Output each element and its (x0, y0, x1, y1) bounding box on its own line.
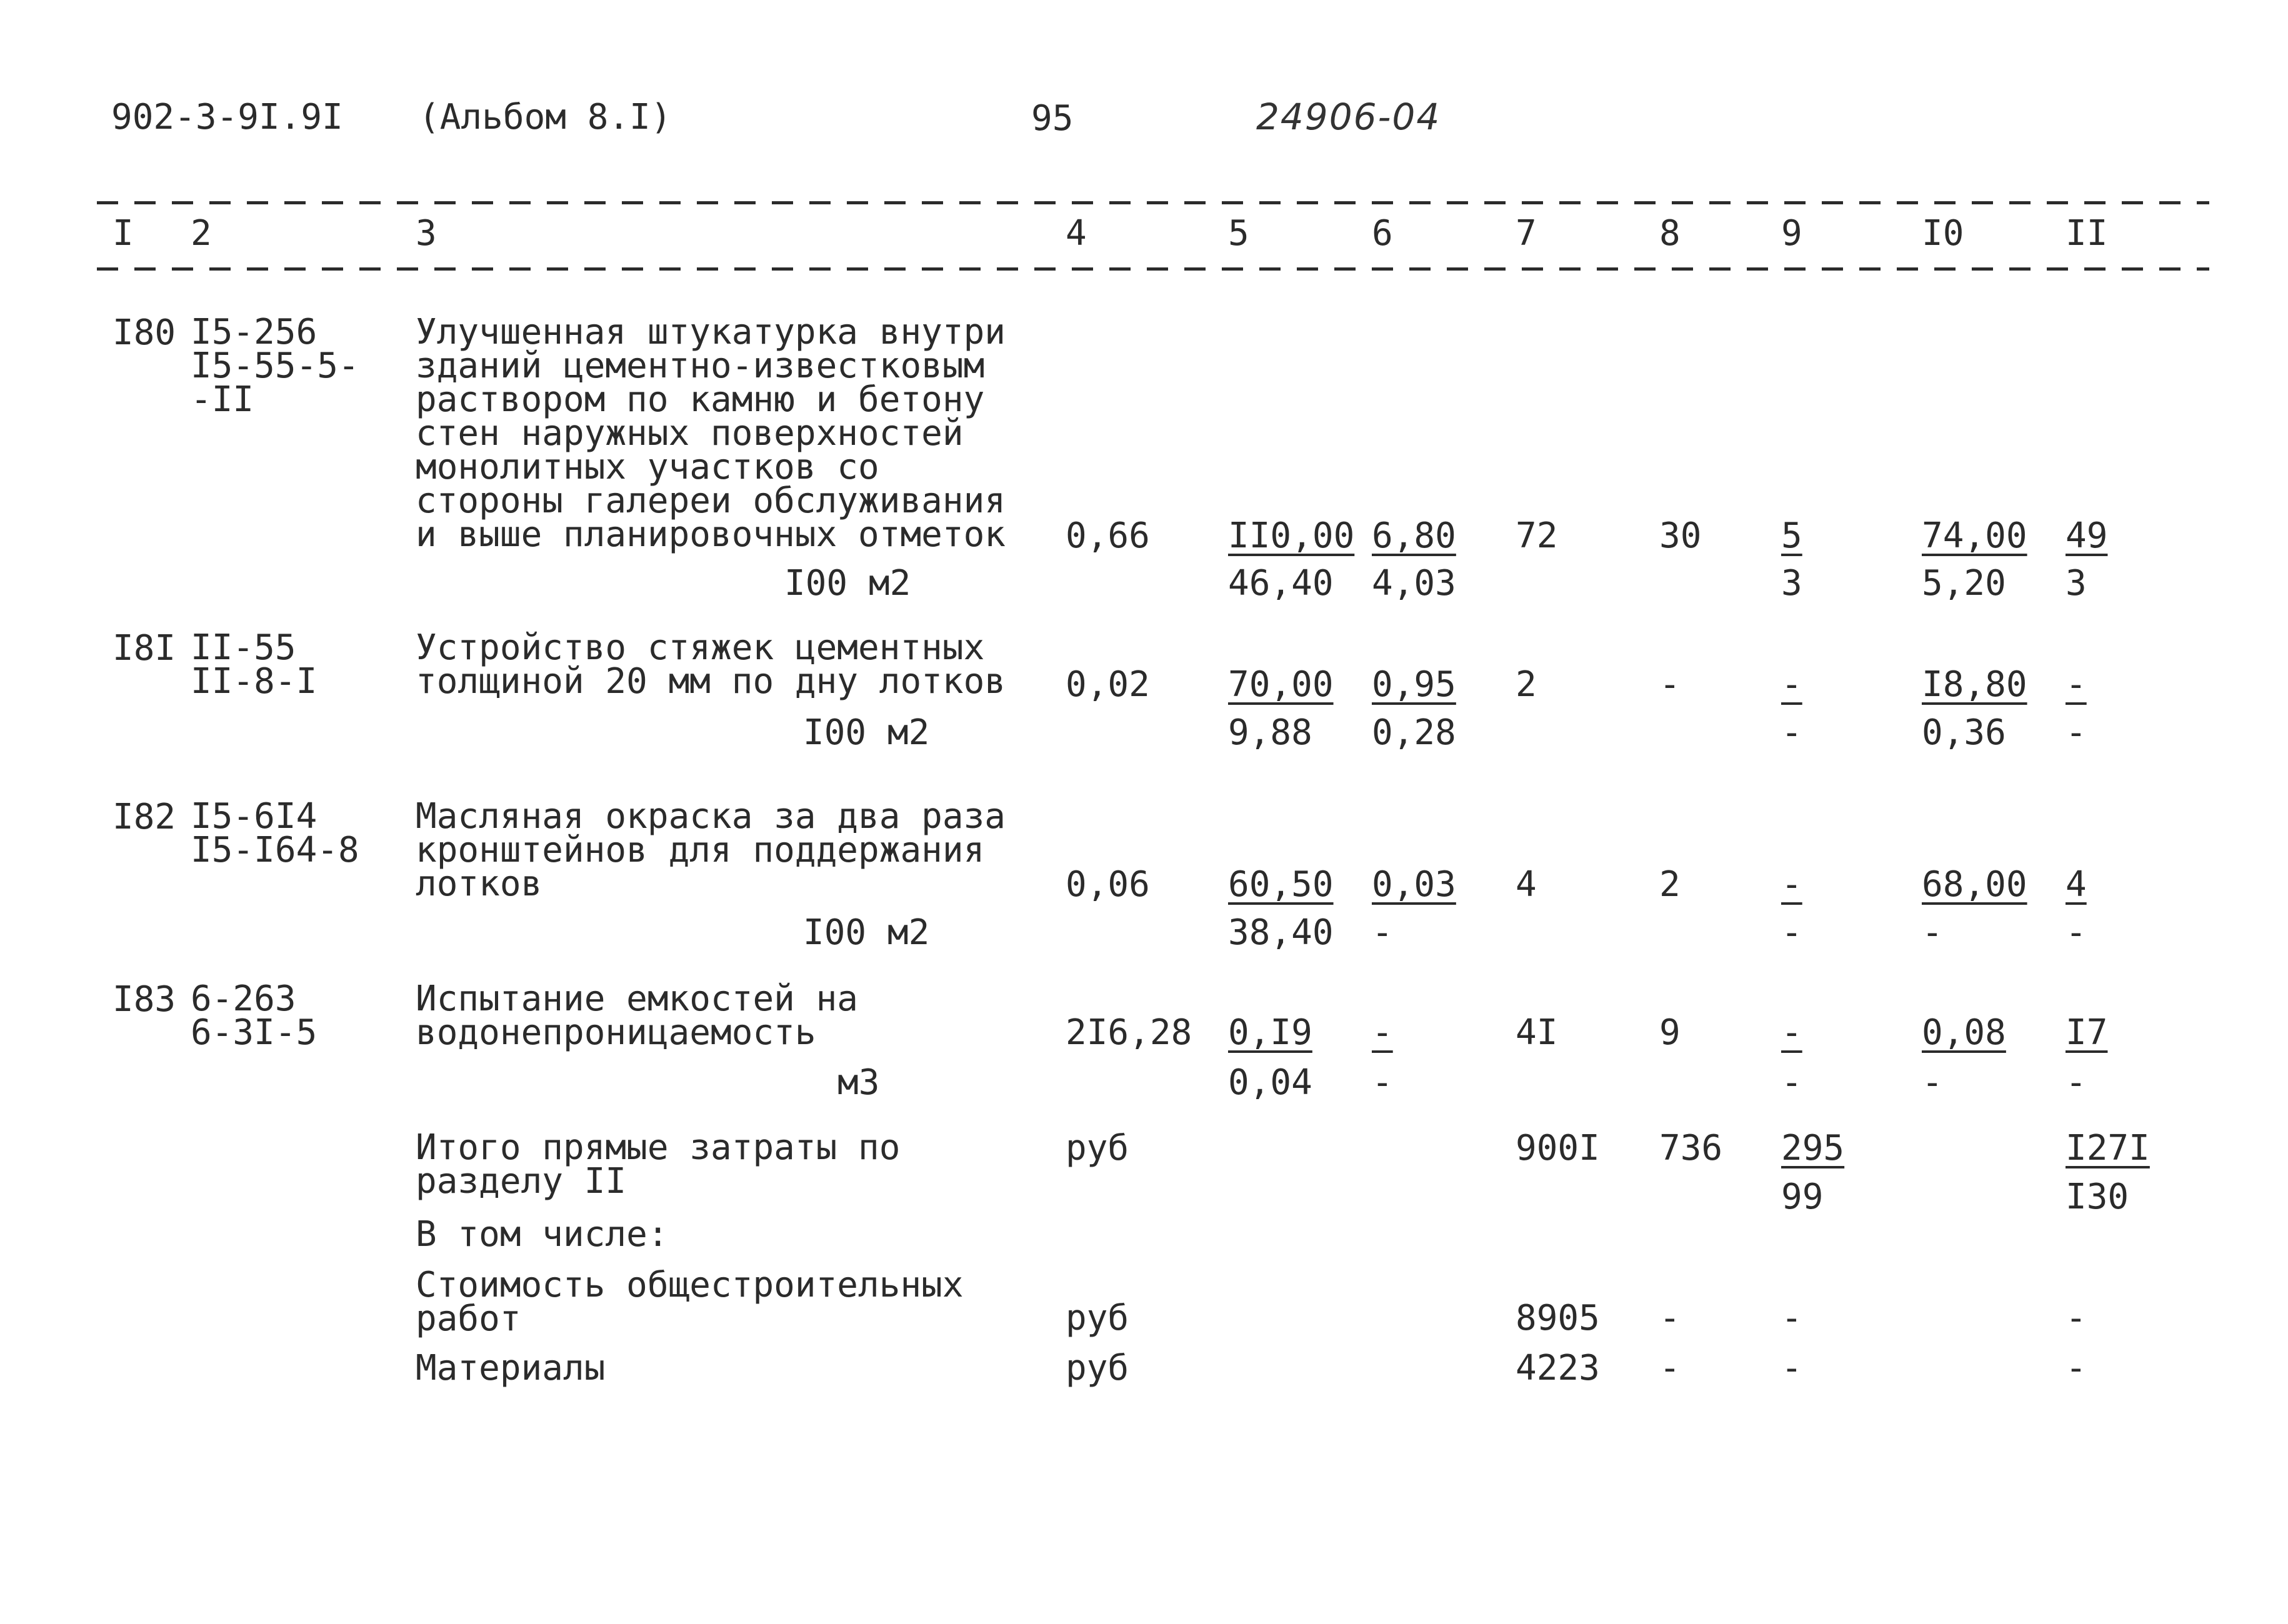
row-c11: - (2066, 664, 2087, 705)
row-c9b: - (1781, 712, 1802, 753)
col-6: 6 (1372, 213, 1393, 254)
row-unit: I00 м2 (803, 712, 930, 753)
materials-c11: - (2066, 1348, 2087, 1388)
row-c6b: - (1372, 1062, 1393, 1103)
row-qty: 2I6,28 (1066, 1012, 1192, 1053)
row-unit: м3 (837, 1062, 880, 1103)
header-rule-bottom (97, 267, 2209, 271)
general-c9: - (1781, 1298, 1802, 1338)
row-c10b: - (1922, 912, 1943, 953)
row-c5: II0,00 (1228, 516, 1355, 556)
row-c11b: - (2066, 712, 2087, 753)
row-c6: 0,95 (1372, 664, 1456, 705)
row-c5: 0,I9 (1228, 1012, 1312, 1053)
row-qty: 0,02 (1066, 664, 1150, 705)
general-c7: 8905 (1516, 1298, 1600, 1338)
row-c9: 5 (1781, 516, 1802, 556)
general-c8: - (1659, 1298, 1681, 1338)
materials-c8: - (1659, 1348, 1681, 1388)
row-number: I80 (112, 312, 176, 353)
including-label: В том числе: (416, 1214, 669, 1255)
col-3: 3 (416, 213, 437, 254)
materials-unit: руб (1066, 1348, 1129, 1388)
row-c8: 30 (1659, 516, 1702, 556)
general-label: Стоимость общестроительных работ (416, 1265, 964, 1339)
row-description: Масляная окраска за два раза кронштейнов для поддержания лотков (416, 796, 1006, 904)
row-c9: - (1781, 664, 1802, 705)
row-codes: II-55 II-8-I (191, 627, 317, 702)
row-unit: I00 м2 (784, 563, 911, 604)
row-qty: 0,66 (1066, 516, 1150, 556)
row-c7: 72 (1516, 516, 1558, 556)
col-8: 8 (1659, 213, 1681, 254)
row-c9b: - (1781, 1062, 1802, 1103)
general-c11: - (2066, 1298, 2087, 1338)
row-c11: 4 (2066, 864, 2087, 905)
row-c6b: 4,03 (1372, 563, 1456, 604)
col-10: I0 (1922, 213, 1964, 254)
row-c7: 2 (1516, 664, 1537, 705)
row-c5: 60,50 (1228, 864, 1334, 905)
row-c8: 9 (1659, 1012, 1681, 1053)
row-codes: I5-6I4 I5-I64-8 (191, 796, 359, 870)
row-c11b: - (2066, 1062, 2087, 1103)
row-c6: 0,03 (1372, 864, 1456, 905)
col-7: 7 (1516, 213, 1537, 254)
row-c11b: - (2066, 912, 2087, 953)
row-c6b: 0,28 (1372, 712, 1456, 753)
row-c7: 4 (1516, 864, 1537, 905)
col-9: 9 (1781, 213, 1802, 254)
row-c10: I8,80 (1922, 664, 2027, 705)
general-unit: руб (1066, 1298, 1129, 1338)
album-label: (Альбом 8.I) (419, 97, 672, 137)
row-c9: - (1781, 864, 1802, 905)
doc-number: 24906-04 (1256, 96, 1441, 138)
row-c6: 6,80 (1372, 516, 1456, 556)
col-5: 5 (1228, 213, 1249, 254)
row-number: I82 (112, 797, 176, 837)
materials-c7: 4223 (1516, 1348, 1600, 1388)
col-1: I (112, 213, 134, 254)
totals-label: Итого прямые затраты по разделу II (416, 1127, 901, 1202)
row-c10b: 5,20 (1922, 563, 2006, 604)
totals-unit: руб (1066, 1128, 1129, 1168)
totals-c7: 900I (1516, 1128, 1600, 1168)
row-c10: 0,08 (1922, 1012, 2006, 1053)
col-11: II (2066, 213, 2108, 254)
row-c8: - (1659, 664, 1681, 705)
row-c6b: - (1372, 912, 1393, 953)
row-c5b: 38,40 (1228, 912, 1334, 953)
totals-c11b: I30 (2066, 1177, 2129, 1217)
row-c9b: 3 (1781, 563, 1802, 604)
row-c5b: 9,88 (1228, 712, 1312, 753)
row-c9: - (1781, 1012, 1802, 1053)
row-unit: I00 м2 (803, 912, 930, 953)
row-codes: I5-256 I5-55-5- -II (191, 312, 359, 420)
row-c5: 70,00 (1228, 664, 1334, 705)
row-c11b: 3 (2066, 563, 2087, 604)
totals-c9: 295 (1781, 1128, 1845, 1168)
row-c7: 4I (1516, 1012, 1558, 1053)
page-number: 95 (1031, 98, 1074, 139)
col-4: 4 (1066, 213, 1087, 254)
row-description: Устройство стяжек цементных толщиной 20 мм по дну лотков (416, 627, 1006, 702)
row-c10: 74,00 (1922, 516, 2027, 556)
row-qty: 0,06 (1066, 864, 1150, 905)
row-c5b: 0,04 (1228, 1062, 1312, 1103)
totals-c9b: 99 (1781, 1177, 1824, 1217)
materials-c9: - (1781, 1348, 1802, 1388)
row-c9b: - (1781, 912, 1802, 953)
totals-c11: I27I (2066, 1128, 2150, 1168)
row-description: Испытание емкостей на водонепроницаемость (416, 979, 859, 1053)
row-c11: I7 (2066, 1012, 2108, 1053)
row-c10b: - (1922, 1062, 1943, 1103)
row-c8: 2 (1659, 864, 1681, 905)
row-c10: 68,00 (1922, 864, 2027, 905)
col-2: 2 (191, 213, 212, 254)
row-number: I83 (112, 979, 176, 1020)
row-c10b: 0,36 (1922, 712, 2006, 753)
row-c5b: 46,40 (1228, 563, 1334, 604)
row-c6: - (1372, 1012, 1393, 1053)
row-description: Улучшенная штукатурка внутри зданий цементно-известковым раствором по камню и бетону стен наружных поверхностей монолитных участков со стороны галереи обслуживания и выше планировочных отметок (416, 312, 1006, 555)
header-rule-top (97, 201, 2209, 204)
doc-code: 902-3-9I.9I (111, 97, 343, 137)
row-codes: 6-263 6-3I-5 (191, 979, 317, 1053)
materials-label: Материалы (416, 1348, 606, 1388)
row-c11: 49 (2066, 516, 2108, 556)
totals-c8: 736 (1659, 1128, 1723, 1168)
row-number: I8I (112, 628, 176, 669)
